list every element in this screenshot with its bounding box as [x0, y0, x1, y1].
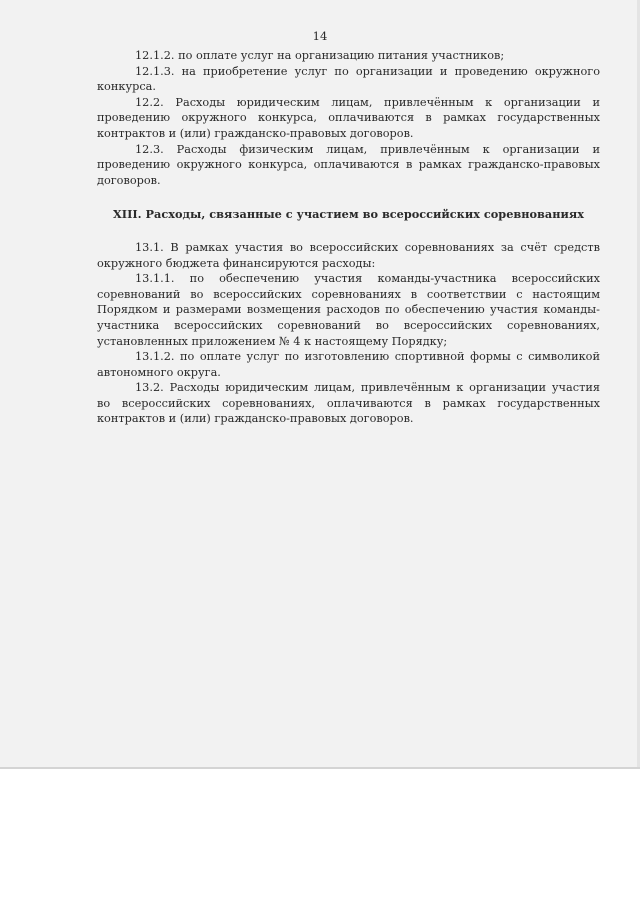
section-heading-xiii: XIII. Расходы, связанные с участием во всероссийских соревнованиях	[113, 207, 584, 222]
paragraph-13-1-1: 13.1.1. по обеспечению участия команды-участника всероссийских соревнований во всероссийских соревнованиях в соответствии с настоящим Порядком и размерами возмещения расходов по обеспечению участия команды-участника всероссийских соревнований во всероссийских соревнованиях, установленных приложением № 4 к настоящему Порядку;	[97, 272, 600, 348]
paragraph-13-1: 13.1. В рамках участия во всероссийских соревнованиях за счёт средств окружного бюджета финансируются расходы:	[97, 240, 600, 270]
paragraph-12-3: 12.3. Расходы физическим лицам, привлечённым к организации и проведению окружного конкурса, оплачиваются в рамках гражданско-правовых договоров.	[97, 142, 600, 187]
page-number: 14	[312, 29, 328, 43]
paragraph-12-2: 12.2. Расходы юридическим лицам, привлечённым к организации и проведению окружного конкурса, оплачиваются в рамках государственных контрактов и (или) гражданско-правовых договоров.	[97, 95, 600, 140]
paragraph-12-1-3: 12.1.3. на приобретение услуг по организации и проведению окружного конкурса.	[97, 64, 600, 94]
document-body	[97, 48, 600, 427]
page-bottom-edge	[0, 767, 640, 769]
paragraph-13-2: 13.2. Расходы юридическим лицам, привлечённым к организации участия во всероссийских соревнованиях, оплачиваются в рамках государственных контрактов и (или) гражданско-правовых договоров.	[97, 381, 600, 426]
paragraph-12-1-2: 12.1.2. по оплате услуг на организацию питания участников;	[135, 49, 505, 62]
paragraph-13-1-2: 13.1.2. по оплате услуг по изготовлению спортивной формы с символикой автономного округа.	[97, 350, 600, 379]
